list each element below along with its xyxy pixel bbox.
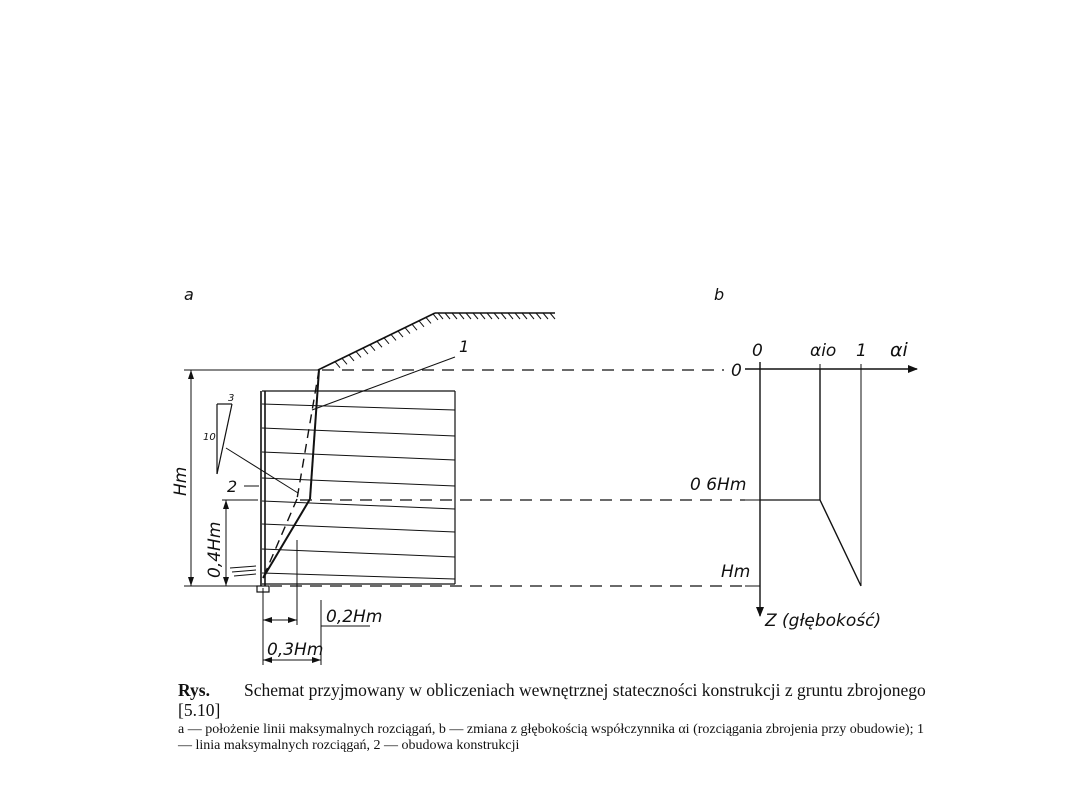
alpha-series-segment: [820, 500, 861, 586]
x-tick-alpha-io: αio: [810, 341, 837, 361]
slope-label-3: 3: [228, 393, 235, 404]
y-tick-hm: Hm: [721, 562, 751, 582]
slope-label-10: 10: [203, 432, 216, 443]
slope-triangle: [217, 404, 232, 474]
label-hm-left: Hm: [171, 466, 191, 496]
label-1: 1: [459, 337, 470, 356]
panel-b-label: b: [714, 285, 725, 304]
x-tick-0: 0: [752, 341, 763, 361]
y-tick-0: 0: [731, 361, 742, 381]
x-axis-label: αi: [890, 339, 908, 361]
figure-caption: [178, 680, 938, 754]
x-tick-1: 1: [856, 341, 867, 361]
leader-1: [312, 357, 455, 410]
soil-backfill-surface: [318, 313, 555, 370]
label-03hm: 0,3Hm: [267, 640, 324, 660]
reinforcement-strips: [262, 391, 455, 584]
caption-title: [178, 680, 938, 720]
y-axis-label: Z (głębokość): [765, 611, 882, 631]
panel-a-label: a: [184, 285, 194, 304]
label-04hm: 0,4Hm: [205, 521, 225, 578]
label-02hm: 0,2Hm: [326, 607, 383, 627]
caption-prefix: Rys.: [178, 680, 210, 700]
y-tick-06hm: 0 6Hm: [690, 475, 747, 495]
label-2: 2: [227, 477, 238, 496]
projection-dashes: [270, 370, 745, 586]
max-tension-line: [263, 370, 319, 578]
caption-legend: a — położenie linii maksymalnych rozciągań, b — zmiana z głębokością współczynnika αi (rozciągania zbrojenia przy obudowie); 1 — linia maksymalnych rozciągań, 2 — obudowa konstrukcji: [178, 722, 924, 753]
caption-title-text: Schemat przyjmowany w obliczeniach wewnętrznej stateczności konstrukcji z gruntu zbrojonego [5.10]: [178, 680, 926, 720]
